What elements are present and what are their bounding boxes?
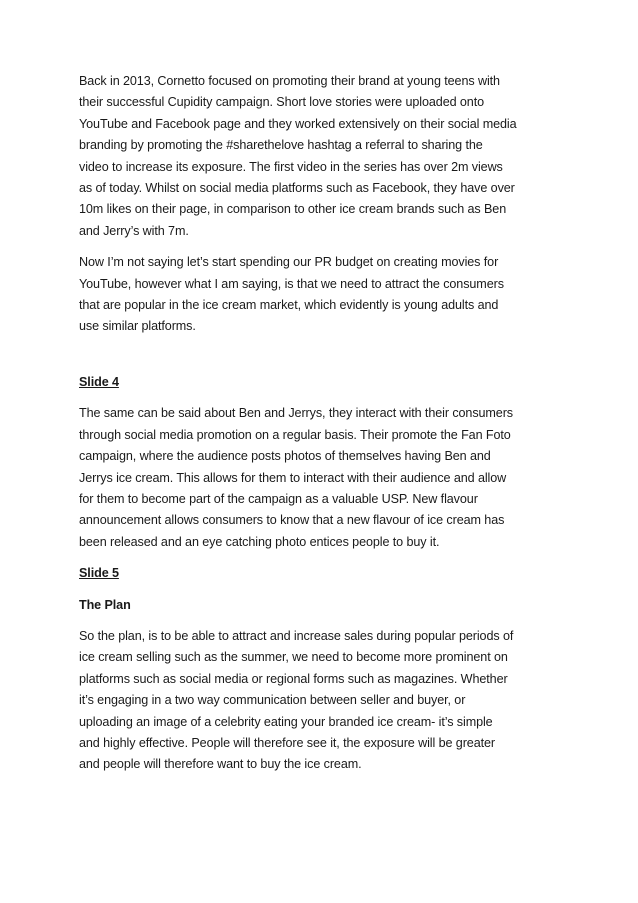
slide-4-heading: Slide 4	[79, 374, 119, 389]
text-line: it’s engaging in a two way communication between seller and buyer, or	[79, 693, 466, 708]
text-line: Now I’m not saying let’s start spending our PR budget on creating movies for	[79, 255, 499, 270]
paragraph-ben-and-jerrys	[79, 403, 564, 553]
slide-5-heading: Slide 5	[79, 566, 119, 581]
paragraph-pr-budget	[79, 252, 564, 338]
text-line: as of today. Whilst on social media platforms such as Facebook, they have over	[79, 181, 515, 196]
text-line: announcement allows consumers to know that a new flavour of ice cream has	[79, 513, 505, 528]
text-line: video to increase its exposure. The first video in the series has over 2m views	[79, 159, 503, 174]
text-line: been released and an eye catching photo entices people to buy it.	[79, 534, 440, 549]
text-line: YouTube and Facebook page and they worked extensively on their social media	[79, 116, 517, 131]
text-line: So the plan, is to be able to attract and increase sales during popular periods of	[79, 628, 514, 643]
text-line: 10m likes on their page, in comparison to other ice cream brands such as Ben	[79, 202, 507, 217]
text-line: through social media promotion on a regular basis. Their promote the Fan Foto	[79, 427, 511, 442]
text-line: uploading an image of a celebrity eating your branded ice cream- it’s simple	[79, 714, 493, 729]
text-line: and Jerry’s with 7m.	[79, 223, 189, 238]
text-line: platforms such as social media or regional forms such as magazines. Whether	[79, 671, 508, 686]
text-line: The same can be said about Ben and Jerrys, they interact with their consumers	[79, 406, 514, 421]
text-line: that are popular in the ice cream market, which evidently is young adults and	[79, 298, 499, 313]
text-line: ice cream selling such as the summer, we need to become more prominent on	[79, 650, 508, 665]
text-line: and highly effective. People will therefore see it, the exposure will be greater	[79, 735, 496, 750]
text-line: Jerrys ice cream. This allows for them to interact with their audience and allow	[79, 470, 507, 485]
text-line: for them to become part of the campaign as a valuable USP. New flavour	[79, 491, 478, 506]
text-line: and people will therefore want to buy the ice cream.	[79, 757, 362, 772]
text-line: use similar platforms.	[79, 319, 196, 334]
document-body	[79, 71, 564, 786]
text-line: their successful Cupidity campaign. Short love stories were uploaded onto	[79, 95, 485, 110]
paragraph-the-plan	[79, 626, 564, 776]
text-line: campaign, where the audience posts photos of themselves having Ben and	[79, 449, 491, 464]
text-line: YouTube, however what I am saying, is that we need to attract the consumers	[79, 276, 504, 291]
plan-heading: The Plan	[79, 597, 131, 612]
text-line: branding by promoting the #sharethelove hashtag a referral to sharing the	[79, 138, 483, 153]
text-line: Back in 2013, Cornetto focused on promoting their brand at young teens with	[79, 74, 500, 88]
section-spacer	[79, 348, 564, 372]
paragraph-cornetto-campaign	[79, 71, 564, 242]
